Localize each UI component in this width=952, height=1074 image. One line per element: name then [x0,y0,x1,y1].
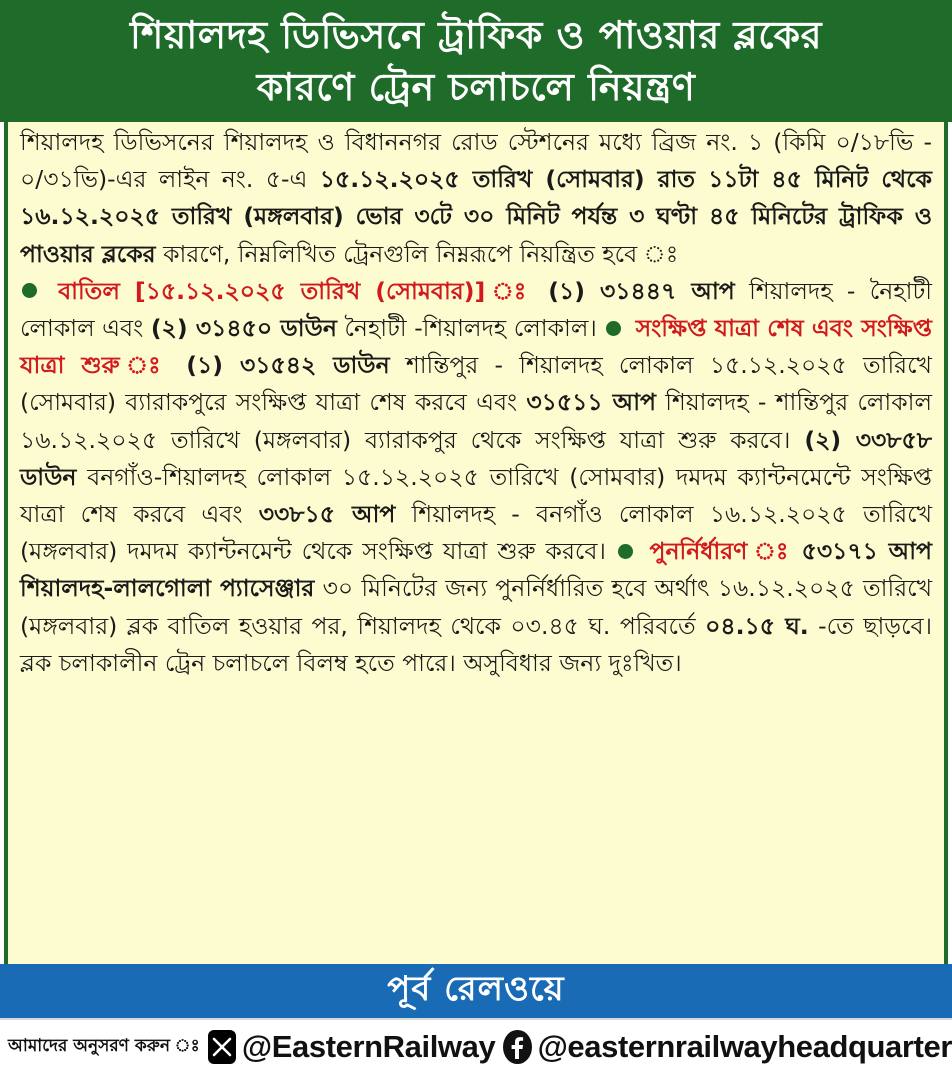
bullet-icon [618,544,633,559]
facebook-icon[interactable] [503,1030,531,1064]
short-train-3: (২) ৩৩৮৫৮ ডাউন [20,425,932,491]
follow-label: আমাদের অনুসরণ করুন ঃ [8,1036,200,1056]
x-handle-link[interactable]: @EasternRailway [241,1029,496,1064]
social-bar [0,1018,952,1074]
notice-text [20,124,932,682]
short-text-1: শান্তিপুর - শিয়ালদহ লোকাল ১৫.১২.২০২৫ তারিখে (সোমবার) ব্যারাকপুরে সংক্ষিপ্ত যাত্রা শেষ করবে এবং [20,351,932,417]
short-train-4: ৩৩৮১৫ আপ [258,500,396,529]
reschedule-heading: পুনর্নির্ধারণ ঃ [638,537,791,566]
cancel-heading: বাতিল [১৫.১২.২০২৫ তারিখ (সোমবার)] ঃ [43,276,534,305]
intro-text: শিয়ালদহ ডিভিসনের শিয়ালদহ ও বিধাননগর রোড স্টেশনের মধ্যে ব্রিজ নং. ১ (কিমি ০/১৮ভি - ০/৩১ভি)-এর লাইন নং. ৫-এ [20,128,932,194]
reschedule-text-1: ৩০ মিনিটের জন্য পুনর্নির্ধারিত হবে অর্থাৎ ১৬.১২.২০২৫ তারিখে (মঙ্গলবার) ব্লক বাতিল হওয়ার পর, শিয়ালদহ থেকে ০৩.৪৫ ঘ. পরিবর্তে [20,574,933,640]
short-text-3: বনগাঁও-শিয়ালদহ লোকাল ১৫.১২.২০২৫ তারিখে (সোমবার) দমদম ক্যান্টনমেন্টে সংক্ষিপ্ত যাত্রা শেষ করবে এবং [20,462,932,529]
notice-body [4,122,948,964]
short-text-4: শিয়ালদহ - বনগাঁও লোকাল ১৬.১২.২০২৫ তারিখে (মঙ্গলবার) দমদম ক্যান্টনমেন্ট থেকে সংক্ষিপ্ত যাত্রা শুরু করবে। [20,500,932,566]
header-title-line-2: কারণে ট্রেন চলাচলে নিয়ন্ত্রণ [256,65,696,109]
header-title-line-1: শিয়ালদহ ডিভিসনে ট্রাফিক ও পাওয়ার ব্লকের [130,13,822,57]
reschedule-text-2: -তে ছাড়বে। ব্লক চলাকালীন ট্রেন চলাচলে বিলম্ব হতে পারে। অসুবিধার জন্য দুঃখিত। [20,611,932,677]
cancel-text-1: শিয়ালদহ - নৈহাটী লোকাল এবং [20,276,932,343]
short-train-1: (১) ৩১৫৪২ ডাউন [169,351,390,380]
org-name: পূর্ব রেলওয়ে [387,968,565,1009]
reschedule-new-time: ০৪.১৫ ঘ. [705,611,809,640]
bullet-icon [22,283,37,298]
org-footer-band [0,964,952,1018]
facebook-handle-link[interactable]: @easternrailwayheadquarter [537,1029,952,1064]
reschedule-train: ৫৩১৭১ আপ শিয়ালদহ-লালগোলা প্যাসেঞ্জার [20,537,932,603]
notice-header [0,0,952,122]
short-train-2: ৩১৫১১ আপ [526,388,656,417]
cancel-text-2: নৈহাটী -শিয়ালদহ লোকাল। [336,314,605,343]
cancel-train-1: (১) ৩১৪৪৭ আপ [533,276,735,305]
intro-tail: কারণে, নিম্নলিখিত ট্রেনগুলি নিম্নরূপে নিয়ন্ত্রিত হবে ঃ [155,239,679,268]
short-heading: সংক্ষিপ্ত যাত্রা শেষ এবং সংক্ষিপ্ত যাত্রা শুরু ঃ [20,314,932,380]
block-schedule: ১৫.১২.২০২৫ তারিখ (সোমবার) রাত ১১টা ৪৫ মিনিট থেকে ১৬.১২.২০২৫ তারিখ (মঙ্গলবার) ভোর ৩টে ৩০ মিনিট পর্যন্ত ৩ ঘণ্টা ৪৫ মিনিটের ট্রাফিক ও পাওয়ার ব্লকের [20,165,932,268]
bullet-icon [606,321,621,336]
x-logo-icon[interactable] [208,1030,236,1064]
cancel-train-2: (২) ৩১৪৫০ ডাউন [150,314,337,343]
short-text-2: শিয়ালদহ - শান্তিপুর লোকাল ১৬.১২.২০২৫ তারিখে (মঙ্গলবার) ব্যারাকপুর থেকে সংক্ষিপ্ত যাত্রা শুরু করবে। [20,388,932,454]
